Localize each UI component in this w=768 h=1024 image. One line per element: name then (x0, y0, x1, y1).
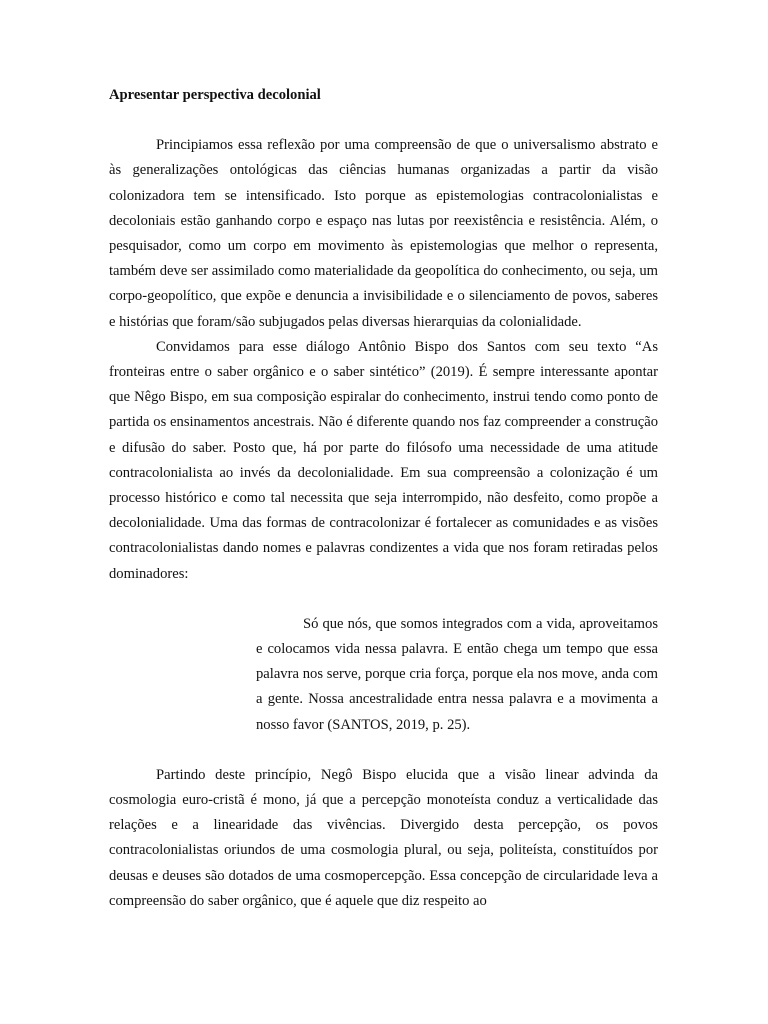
spacer (109, 587, 658, 612)
paragraph-3: Partindo deste princípio, Negô Bispo elucida que a visão linear advinda da cosmologia euro-cristã é mono, já que a percepção monoteísta conduz a verticalidade das relações e a linearidade das vivências. Divergido desta percepção, os povos contracolonialistas oriundos de uma cosmologia plural, ou seja, politeísta, constituídos por deusas e deuses são dotados de uma cosmopercepção. Essa concepção de circularidade leva a compreensão do saber orgânico, que é aquele que diz respeito ao (109, 766, 658, 909)
block-quote: Só que nós, que somos integrados com a vida, aproveitamos e colocamos vida nessa palavra. E então chega um tempo que essa palavra nos serve, porque cria força, porque ela nos move, anda com a gente. Nossa ancestralidade entra nessa palavra e a movimenta a nosso favor (SANTOS, 2019, p. 25). (256, 615, 658, 733)
paragraph-2: Convidamos para esse diálogo Antônio Bispo dos Santos com seu texto “As fronteiras entre o saber orgânico e o saber sintético” (2019). É sempre interessante apontar que Nêgo Bispo, em sua composição espiralar do conhecimento, instrui tendo como ponto de partida os ensinamentos ancestrais. Não é diferente quando nos faz compreender a construção e difusão do saber. Posto que, há por parte do filósofo uma necessidade de uma atitude contracolonialista ao invés da decolonialidade. Em sua compreensão a colonização é um processo histórico e como tal necessita que seja interrompido, não desfeito, como propõe a decolonialidade. Uma das formas de contracolonizar é fortalecer as comunidades e as visões contracolonialistas dando nomes e palavras condizentes a vida que nos foram retiradas pelos dominadores: (109, 338, 658, 582)
spacer (109, 738, 658, 763)
paragraph-1: Principiamos essa reflexão por uma compreensão de que o universalismo abstrato e às generalizações ontológicas das ciências humanas organizadas a partir da visão colonizadora tem se intensificado. Isto porque as epistemologias contracolonialistas e decoloniais estão ganhando corpo e espaço nas lutas por reexistência e resistência. Além, o pesquisador, como um corpo em movimento às epistemologias que melhor o representa, também deve ser assimilado como materialidade da geopolítica do conhecimento, ou seja, um corpo-geopolítico, que expõe e denuncia a invisibilidade e o silenciamento de povos, saberes e histórias que foram/são subjugados pelas diversas hierarquias da colonialidade. (109, 137, 658, 330)
section-heading: Apresentar perspectiva decolonial (109, 87, 321, 103)
document-page (109, 83, 658, 914)
